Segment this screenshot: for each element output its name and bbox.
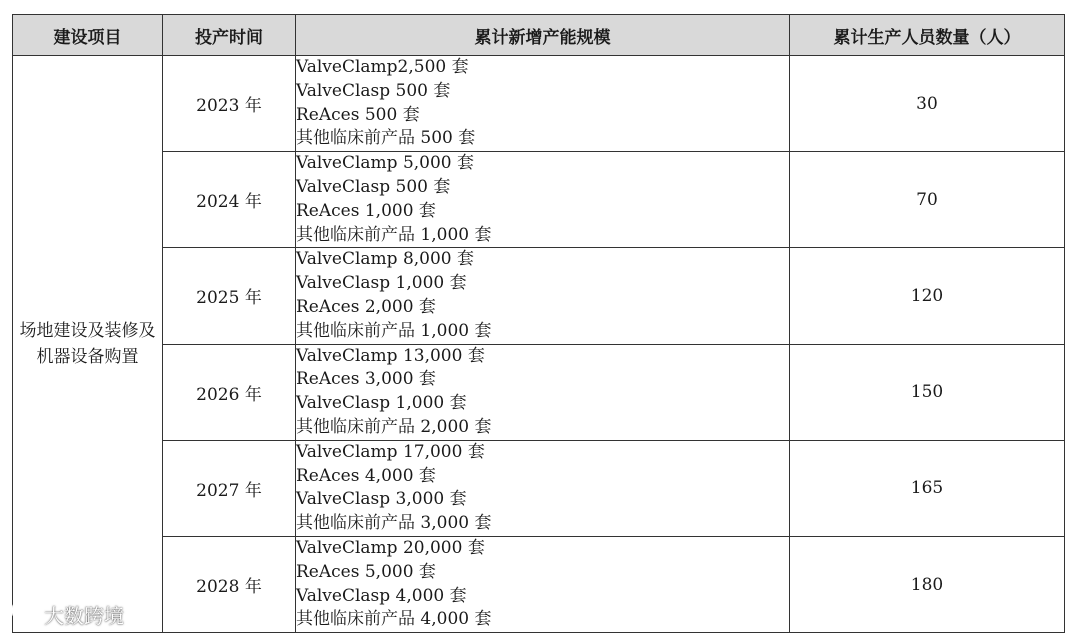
staff-cell: 180 — [790, 536, 1065, 632]
product-line: ValveClamp 13,000 套 — [296, 345, 485, 366]
product-line: 其他临床前产品 3,000 套 — [296, 513, 492, 534]
capacity-plan-table — [12, 14, 1065, 633]
staff-cell: 30 — [790, 56, 1065, 152]
product-line: ReAces 5,000 套 — [296, 561, 436, 582]
products-cell — [296, 536, 790, 632]
staff-cell: 70 — [790, 152, 1065, 248]
product-line: ValveClasp 500 套 — [296, 80, 451, 101]
product-line: ValveClamp 8,000 套 — [296, 249, 475, 270]
products-cell — [296, 56, 790, 152]
header-production-time: 投产时间 — [163, 15, 296, 56]
product-line: 其他临床前产品 4,000 套 — [296, 609, 492, 630]
product-line: ValveClamp2,500 套 — [296, 57, 469, 77]
header-capacity-scale: 累计新增产能规模 — [296, 15, 790, 56]
table-row — [13, 248, 1065, 344]
staff-cell: 150 — [790, 344, 1065, 440]
chat-bubble-icon — [12, 601, 38, 628]
products-cell — [296, 344, 790, 440]
watermark-text: 大数跨境 — [44, 604, 124, 628]
staff-cell: 120 — [790, 248, 1065, 344]
products-cell — [296, 248, 790, 344]
product-line: ValveClamp 20,000 套 — [296, 537, 485, 558]
table-row — [13, 152, 1065, 248]
year-cell: 2026 年 — [163, 344, 296, 440]
product-line: ValveClasp 500 套 — [296, 176, 451, 197]
product-line: ValveClamp 5,000 套 — [296, 153, 475, 174]
product-line: ReAces 500 套 — [296, 104, 420, 125]
product-line: ReAces 2,000 套 — [296, 296, 436, 317]
year-cell: 2027 年 — [163, 440, 296, 536]
product-line: ValveClamp 17,000 套 — [296, 441, 485, 462]
product-line: ReAces 3,000 套 — [296, 369, 436, 390]
product-line: 其他临床前产品 500 套 — [296, 128, 476, 149]
products-cell — [296, 152, 790, 248]
table-row — [13, 536, 1065, 632]
table-row — [13, 344, 1065, 440]
product-line: ValveClasp 1,000 套 — [296, 273, 467, 294]
table-row — [13, 440, 1065, 536]
product-line: ValveClasp 4,000 套 — [296, 585, 467, 606]
header-project: 建设项目 — [13, 15, 163, 56]
table-row — [13, 56, 1065, 152]
table-header-row — [13, 15, 1065, 56]
product-line: ValveClasp 1,000 套 — [296, 393, 467, 414]
year-cell: 2024 年 — [163, 152, 296, 248]
product-line: 其他临床前产品 1,000 套 — [296, 320, 492, 341]
watermark — [12, 600, 124, 629]
table-body — [13, 56, 1065, 633]
product-line: 其他临床前产品 1,000 套 — [296, 224, 492, 245]
staff-cell: 165 — [790, 440, 1065, 536]
product-line: 其他临床前产品 2,000 套 — [296, 416, 492, 437]
year-cell: 2023 年 — [163, 56, 296, 152]
year-cell: 2028 年 — [163, 536, 296, 632]
year-cell: 2025 年 — [163, 248, 296, 344]
products-cell — [296, 440, 790, 536]
product-line: ReAces 1,000 套 — [296, 200, 436, 221]
product-line: ReAces 4,000 套 — [296, 465, 436, 486]
header-staff-count: 累计生产人员数量（人） — [790, 15, 1065, 56]
project-cell: 场地建设及装修及机器设备购置 — [13, 56, 163, 633]
product-line: ValveClasp 3,000 套 — [296, 489, 467, 510]
